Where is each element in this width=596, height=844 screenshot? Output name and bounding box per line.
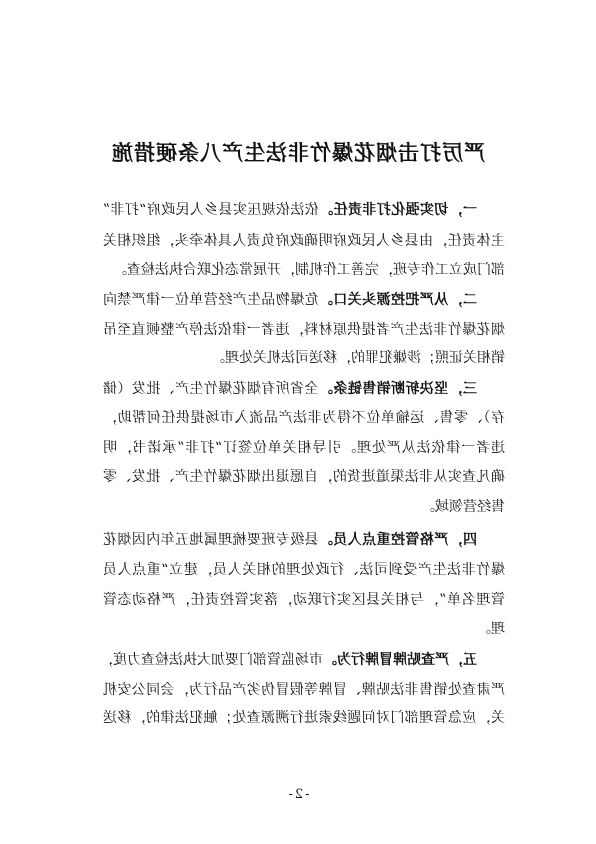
document-title: 严厉打击烟花爆竹非法生产八条硬措施 <box>111 140 485 165</box>
section-1-line-2: 主体责任，由县乡人民政府明确政府负责人具体牵头，组织相关 <box>103 233 505 249</box>
section-1-text: 依法依规压实县乡人民政府“打非” <box>103 202 319 218</box>
section-3-line-4: 确凡查实从非法渠道进货的，自愿退出烟花爆竹生产、批发、零 <box>103 469 505 485</box>
section-2-heading: 二，从严把控源头关口。 <box>318 292 477 308</box>
section-1-heading: 一，切实强化打非责任。 <box>318 202 477 218</box>
section-1-line-3: 部门成立工作专班，完善工作机制，开展常态化联合执法检查。 <box>113 262 505 278</box>
section-5-line-3: 关，应急管理部门对问题线索进行溯源查处；触犯法律的，移送 <box>103 710 505 726</box>
section-2-line-1 <box>103 289 505 311</box>
section-3-heading: 三，坚决斩断销售链条。 <box>318 381 477 397</box>
section-1-line-1 <box>103 199 505 221</box>
section-4-text: 县级专班要梳理属地五年内因烟花 <box>102 532 319 548</box>
section-3-line-2: 存）、零售、运输单位不得为非法产品流入市场提供任何帮助， <box>103 410 505 426</box>
section-4-heading: 四，严格管控重点人员。 <box>318 532 477 548</box>
section-2-text: 危爆物品生产经营单位一律严禁向 <box>102 292 319 308</box>
section-3-line-3: 违者一律依法从严处理。引导相关单位签订“打非”承诺书，明 <box>103 440 505 456</box>
section-4-line-3: 管理名单”，与相关县区实行联动，落实管控责任，严格动态管 <box>103 592 505 608</box>
section-2-line-2: 烟花爆竹非法生产者提供原材料，违者一律依法停产整顿直至吊 <box>103 322 505 338</box>
section-5-text: 市场监管部门要加大执法检查力度， <box>99 652 323 668</box>
section-5-line-1 <box>99 649 505 671</box>
page-number: -2- <box>286 787 310 802</box>
section-3-text: 全省所有烟花爆竹生产、批发（储 <box>102 381 319 397</box>
section-4-line-2: 爆竹非法生产受到司法、行政处理的相关人员，建立“重点人员 <box>103 562 505 578</box>
section-5-heading: 五，严查贴牌冒牌行为。 <box>323 652 477 668</box>
section-3-line-1 <box>103 378 505 400</box>
section-4-line-4: 理。 <box>477 621 505 637</box>
section-2-line-3: 销相关证照；涉嫌犯罪的，移送司法机关处理。 <box>211 350 505 366</box>
section-4-line-1 <box>103 529 505 551</box>
section-5-line-2: 严肃查处销售非法贴牌、冒牌等假冒伪劣产品行为，会同公安机 <box>103 682 505 698</box>
section-3-line-5: 售经营领域。 <box>421 499 505 515</box>
